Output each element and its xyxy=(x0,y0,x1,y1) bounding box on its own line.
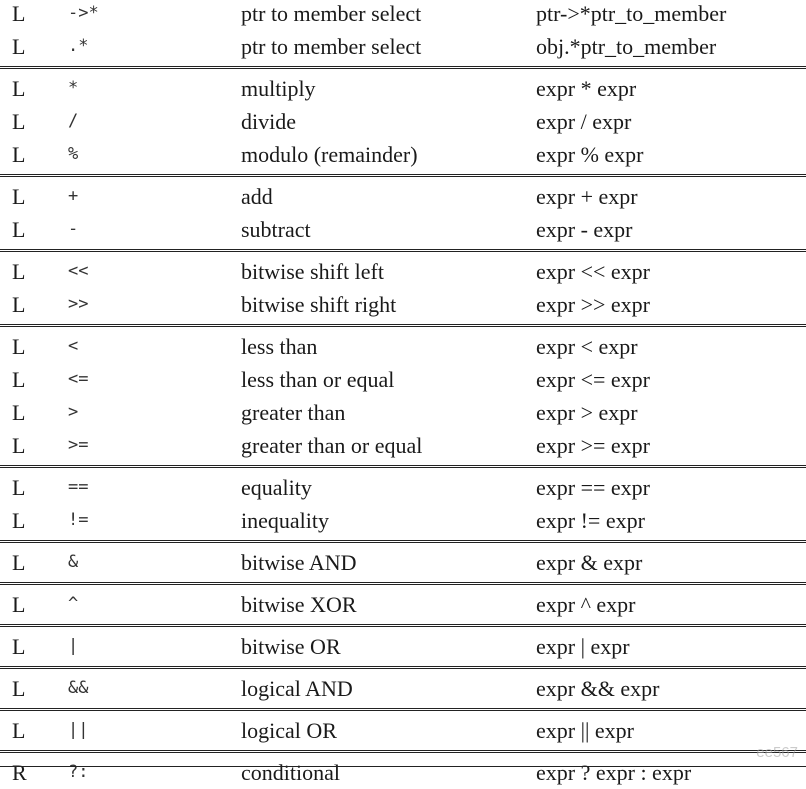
operator-cell: ->* xyxy=(68,0,99,30)
usage-cell: expr * expr xyxy=(536,72,636,105)
associativity-cell: L xyxy=(12,180,25,213)
function-cell: divide xyxy=(241,105,296,138)
associativity-cell: L xyxy=(12,504,25,537)
function-cell: logical OR xyxy=(241,714,337,747)
group-separator xyxy=(0,624,806,627)
operator-cell: << xyxy=(68,255,88,288)
function-cell: multiply xyxy=(241,72,316,105)
table-row xyxy=(0,288,806,321)
group-separator xyxy=(0,666,806,669)
associativity-cell: L xyxy=(12,396,25,429)
operator-cell: <= xyxy=(68,363,88,396)
group-separator xyxy=(0,249,806,252)
table-row xyxy=(0,588,806,621)
associativity-cell: L xyxy=(12,363,25,396)
function-cell: greater than or equal xyxy=(241,429,422,462)
function-cell: bitwise AND xyxy=(241,546,357,579)
operator-cell: >> xyxy=(68,288,88,321)
associativity-cell: R xyxy=(12,756,27,789)
table-row xyxy=(0,714,806,747)
usage-cell: expr + expr xyxy=(536,180,638,213)
table-row xyxy=(0,363,806,396)
usage-cell: obj.*ptr_to_member xyxy=(536,30,716,63)
associativity-cell: L xyxy=(12,546,25,579)
table-row xyxy=(0,630,806,663)
operator-cell: != xyxy=(68,504,88,537)
operator-cell: >= xyxy=(68,429,88,462)
associativity-cell: L xyxy=(12,138,25,171)
usage-cell: expr ? expr : expr xyxy=(536,756,691,789)
operator-cell: | xyxy=(68,630,78,663)
associativity-cell: L xyxy=(12,672,25,705)
table-row xyxy=(0,546,806,579)
operator-cell: - xyxy=(68,213,78,246)
usage-cell: expr < expr xyxy=(536,330,638,363)
usage-cell: expr <= expr xyxy=(536,363,650,396)
watermark: ee567 xyxy=(756,744,798,761)
table-row xyxy=(0,213,806,246)
function-cell: subtract xyxy=(241,213,311,246)
operator-cell: ?: xyxy=(68,756,88,789)
function-cell: ptr to member select xyxy=(241,30,421,63)
associativity-cell: L xyxy=(12,630,25,663)
operator-cell: && xyxy=(68,672,88,705)
function-cell: add xyxy=(241,180,273,213)
associativity-cell: L xyxy=(12,213,25,246)
usage-cell: expr >= expr xyxy=(536,429,650,462)
function-cell: equality xyxy=(241,471,312,504)
usage-cell: expr | expr xyxy=(536,630,630,663)
group-separator xyxy=(0,750,806,753)
function-cell: less than or equal xyxy=(241,363,394,396)
table-row xyxy=(0,30,806,63)
associativity-cell: L xyxy=(12,105,25,138)
table-row xyxy=(0,105,806,138)
table-row xyxy=(0,72,806,105)
table-row xyxy=(0,396,806,429)
table-bottom-rule xyxy=(0,766,806,767)
function-cell: modulo (remainder) xyxy=(241,138,418,171)
function-cell: conditional xyxy=(241,756,340,789)
operator-cell: & xyxy=(68,546,78,579)
function-cell: less than xyxy=(241,330,317,363)
function-cell: ptr to member select xyxy=(241,0,421,30)
associativity-cell: L xyxy=(12,714,25,747)
table-row xyxy=(0,255,806,288)
operator-cell: == xyxy=(68,471,88,504)
function-cell: bitwise XOR xyxy=(241,588,357,621)
associativity-cell: L xyxy=(12,588,25,621)
usage-cell: expr & expr xyxy=(536,546,642,579)
function-cell: inequality xyxy=(241,504,329,537)
associativity-cell: L xyxy=(12,288,25,321)
usage-cell: expr ^ expr xyxy=(536,588,636,621)
associativity-cell: L xyxy=(12,30,25,63)
table-row xyxy=(0,504,806,537)
table-row xyxy=(0,756,806,789)
group-separator xyxy=(0,324,806,327)
table-row xyxy=(0,672,806,705)
operator-cell: / xyxy=(68,105,78,138)
usage-cell: expr > expr xyxy=(536,396,638,429)
function-cell: logical AND xyxy=(241,672,353,705)
operator-cell: * xyxy=(68,72,78,105)
operator-cell: .* xyxy=(68,30,88,63)
operator-cell: || xyxy=(68,714,88,747)
group-separator xyxy=(0,465,806,468)
table-row xyxy=(0,138,806,171)
usage-cell: expr - expr xyxy=(536,213,633,246)
usage-cell: expr >> expr xyxy=(536,288,650,321)
group-separator xyxy=(0,66,806,69)
associativity-cell: L xyxy=(12,72,25,105)
usage-cell: expr / expr xyxy=(536,105,631,138)
table-row xyxy=(0,471,806,504)
table-row xyxy=(0,0,806,30)
group-separator xyxy=(0,174,806,177)
function-cell: greater than xyxy=(241,396,345,429)
usage-cell: expr || expr xyxy=(536,714,634,747)
group-separator xyxy=(0,708,806,711)
table-row xyxy=(0,330,806,363)
function-cell: bitwise shift right xyxy=(241,288,396,321)
operator-cell: % xyxy=(68,138,78,171)
group-separator xyxy=(0,540,806,543)
usage-cell: expr % expr xyxy=(536,138,644,171)
associativity-cell: L xyxy=(12,330,25,363)
usage-cell: expr << expr xyxy=(536,255,650,288)
function-cell: bitwise shift left xyxy=(241,255,384,288)
associativity-cell: L xyxy=(12,255,25,288)
table-row xyxy=(0,429,806,462)
usage-cell: expr && expr xyxy=(536,672,659,705)
table-row xyxy=(0,180,806,213)
function-cell: bitwise OR xyxy=(241,630,341,663)
operator-cell: + xyxy=(68,180,78,213)
associativity-cell: L xyxy=(12,0,25,30)
operator-cell: ^ xyxy=(68,588,78,621)
usage-cell: ptr->*ptr_to_member xyxy=(536,0,726,30)
associativity-cell: L xyxy=(12,429,25,462)
usage-cell: expr == expr xyxy=(536,471,650,504)
associativity-cell: L xyxy=(12,471,25,504)
usage-cell: expr != expr xyxy=(536,504,645,537)
operator-cell: < xyxy=(68,330,78,363)
group-separator xyxy=(0,582,806,585)
operator-cell: > xyxy=(68,396,78,429)
